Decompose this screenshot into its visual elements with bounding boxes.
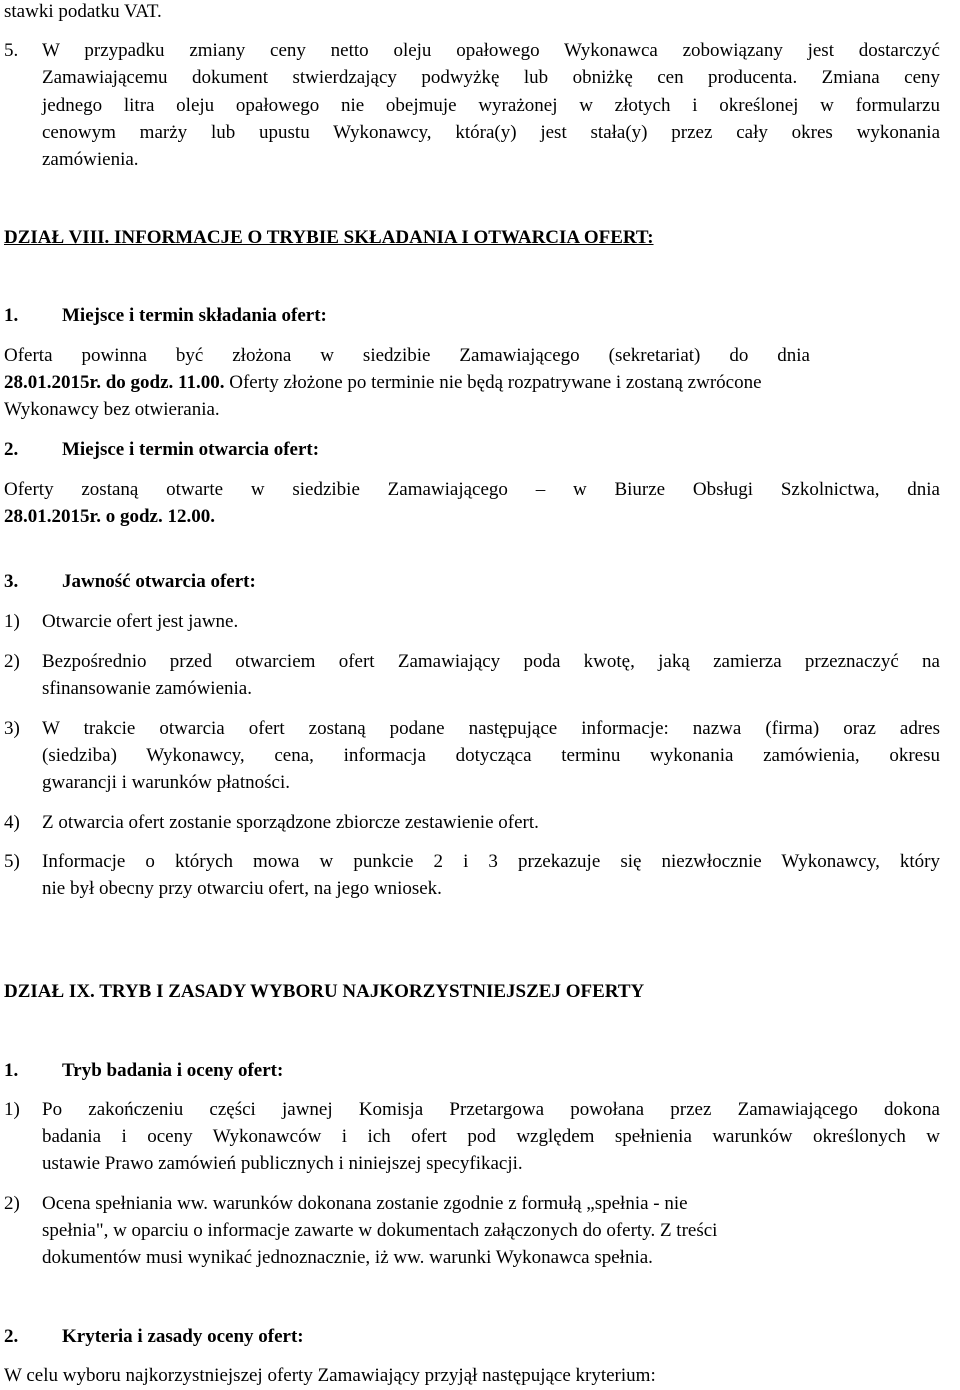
list-item-line: Ocena spełniania ww. warunków dokonana zostanie zgodnie z formułą „spełnia - nie [42,1193,688,1214]
continued-text: stawki podatku VAT. [4,1,162,22]
subsection-number: 1. [4,1060,19,1081]
list-item-line: Informacje o których mowa w punkcie 2 i 3 przekazuje się niezwłocznie Wykonawcy, który [42,851,940,872]
subsection-number: 2. [4,1326,19,1347]
list-item-line: sfinansowanie zamówienia. [42,678,252,699]
list-item-line: ustawie Prawo zamówień publicznych i niniejszej specyfikacji. [42,1153,523,1174]
list-number: 5) [4,851,20,872]
subsection-number: 1. [4,305,19,326]
list-item-line: badania i oceny Wykonawców i ich ofert pod względem spełnienia warunków określonych w [42,1126,940,1147]
item5-line: cenowym marży lub upustu Wykonawcy, która(y) jest stała(y) przez cały okres wykonania [42,122,940,143]
item5-line: W przypadku zmiany ceny netto oleju opałowego Wykonawca zobowiązany jest dostarczyć [42,40,940,61]
subsection-number: 2. [4,439,19,460]
list-item-line: gwarancji i warunków płatności. [42,772,290,793]
subsection-title: Miejsce i termin składania ofert: [62,305,327,326]
deadline-date: 28.01.2015r. do godz. 11.00. [4,372,225,393]
paragraph-line: Oferta powinna być złożona w siedzibie Zamawiającego (sekretariat) do dnia [4,345,810,366]
opening-date: 28.01.2015r. o godz. 12.00. [4,506,215,527]
paragraph-line [4,369,940,396]
list-number: 1) [4,611,20,632]
list-number: 2) [4,1193,20,1214]
paragraph-line: W celu wyboru najkorzystniejszej oferty Zamawiający przyjął następujące kryterium: [4,1365,656,1386]
item5-line: Zamawiającemu dokument stwierdzający podwyżkę lub obniżkę cen producenta. Zmiana ceny [42,67,940,88]
list-item-line: dokumentów musi wynikać jednoznacznie, iż ww. warunki Wykonawca spełnia. [42,1247,653,1268]
list-item-line: W trakcie otwarcia ofert zostaną podane następujące informacje: nazwa (firma) oraz adres [42,718,940,739]
section-heading: DZIAŁ IX. TRYB I ZASADY WYBORU NAJKORZYSTNIEJSZEJ OFERTY [4,981,645,1002]
list-item-line: Po zakończeniu części jawnej Komisja Przetargowa powołana przez Zamawiającego dokona [42,1099,940,1120]
item5-line: zamówienia. [42,149,139,170]
list-number: 3) [4,718,20,739]
list-item-line: Bezpośrednio przed otwarciem ofert Zamawiający poda kwotę, jaką zamierza przeznaczyć na [42,651,940,672]
list-number: 1) [4,1099,20,1120]
subsection-number: 3. [4,571,19,592]
list-item-line: Otwarcie ofert jest jawne. [42,611,239,632]
section-heading: DZIAŁ VIII. INFORMACJE O TRYBIE SKŁADANIA I OTWARCIA OFERT: [4,227,654,248]
list-item-line: (siedziba) Wykonawcy, cena, informacja dotycząca terminu wykonania zamówienia, okresu [42,745,940,766]
paragraph-line: Wykonawcy bez otwierania. [4,399,220,420]
item-number: 5. [4,40,19,61]
item5-line: jednego litra oleju opałowego nie obejmuje wyrażonej w złotych i określonej w formularzu [42,95,940,116]
paragraph-text: Oferty złożone po terminie nie będą rozpatrywane i zostaną zwrócone [224,372,762,393]
paragraph-line: Oferty zostaną otwarte w siedzibie Zamawiającego – w Biurze Obsługi Szkolnictwa, dnia [4,479,940,500]
subsection-title: Tryb badania i oceny ofert: [62,1060,284,1081]
list-number: 4) [4,812,20,833]
subsection-title: Miejsce i termin otwarcia ofert: [62,439,320,460]
subsection-title: Jawność otwarcia ofert: [62,571,256,592]
list-item-line: nie był obecny przy otwarciu ofert, na jego wniosek. [42,878,442,899]
list-number: 2) [4,651,20,672]
subsection-title: Kryteria i zasady oceny ofert: [62,1326,304,1347]
list-item-line: spełnia", w oparciu o informacje zawarte w dokumentach załączonych do oferty. Z treści [42,1220,718,1241]
list-item-line: Z otwarcia ofert zostanie sporządzone zbiorcze zestawienie ofert. [42,812,539,833]
